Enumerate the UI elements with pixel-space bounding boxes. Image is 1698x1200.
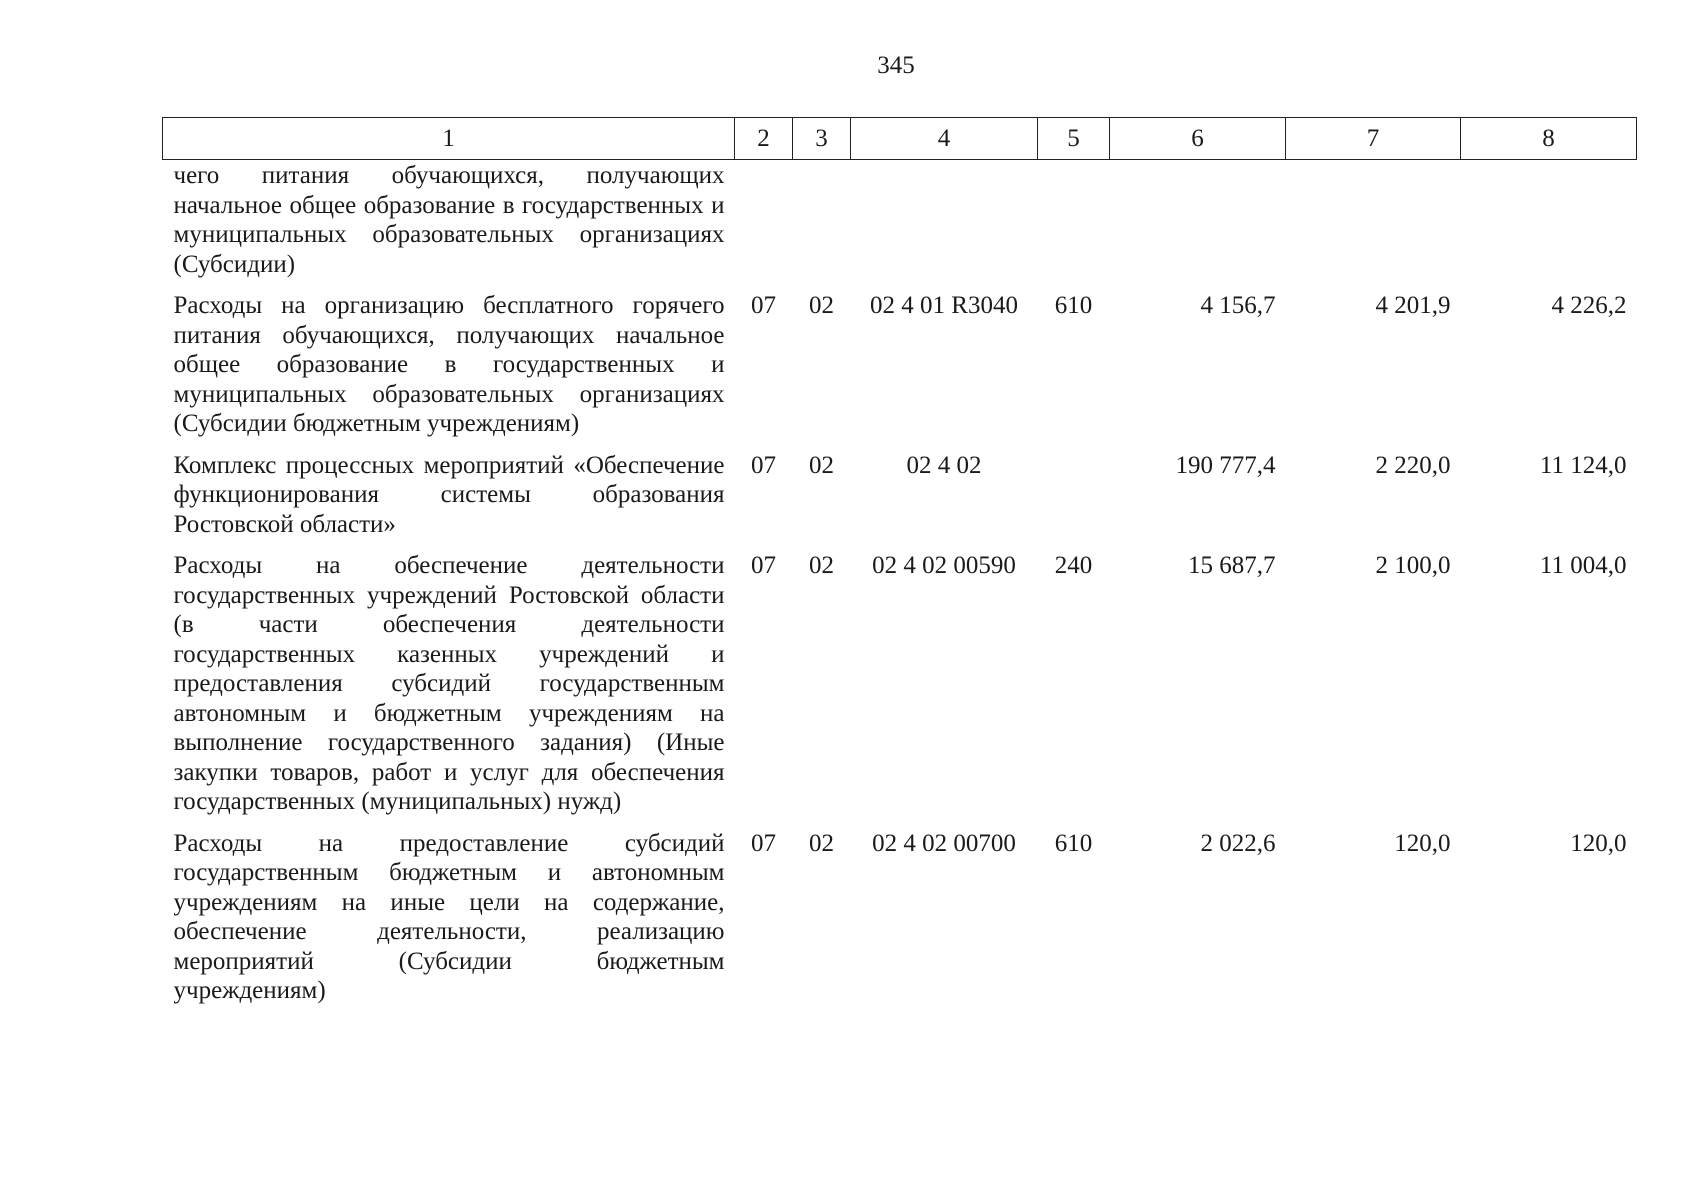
row-target-article: 02 4 02 00700 bbox=[872, 829, 1016, 857]
row-sum-2: 4 201,9 bbox=[1375, 292, 1451, 319]
table-row bbox=[163, 291, 1637, 451]
row-target-article: 02 4 02 00590 bbox=[872, 552, 1016, 579]
row-expense-type: 610 bbox=[1054, 829, 1093, 857]
column-number-header: 1 bbox=[163, 118, 735, 160]
row-target-article bbox=[851, 160, 1038, 292]
row-sum-3: 120,0 bbox=[1570, 829, 1627, 857]
row-expense-type: 610 bbox=[1054, 292, 1093, 319]
column-number-header: 3 bbox=[793, 118, 851, 160]
row-subsection: 02 bbox=[809, 451, 834, 479]
column-number-header-row bbox=[163, 118, 1637, 160]
row-description: Расходы на обеспечение деятельности государственных учреждений Ростовской области (в части обеспечения деятельности государственных казенных учреждений и предоставления субсидий государственным автономным и бюджетным учреждениям на выполнение государственного задания) (Иные закупки товаров, работ и услуг для обеспечения государственных (муниципальных) нужд) bbox=[173, 552, 725, 815]
row-sum-2: 2 100,0 bbox=[1375, 552, 1451, 579]
row-sum-3: 11 004,0 bbox=[1539, 552, 1627, 579]
row-subsection bbox=[793, 160, 851, 292]
row-sum-2: 120,0 bbox=[1394, 829, 1451, 857]
row-section: 07 bbox=[751, 829, 776, 857]
row-target-article: 02 4 02 bbox=[906, 451, 982, 479]
row-section: 07 bbox=[751, 451, 776, 479]
row-section: 07 bbox=[751, 552, 776, 579]
column-number-header: 6 bbox=[1110, 118, 1286, 160]
row-expense-type: 240 bbox=[1054, 552, 1093, 579]
table-row bbox=[163, 551, 1637, 829]
row-sum-1: 4 156,7 bbox=[1200, 292, 1276, 319]
row-sum-1: 190 777,4 bbox=[1175, 451, 1276, 479]
budget-table bbox=[162, 117, 1637, 1018]
row-subsection: 02 bbox=[809, 552, 834, 579]
column-number-header: 4 bbox=[851, 118, 1038, 160]
row-subsection: 02 bbox=[809, 292, 834, 319]
row-description: чего питания обучающихся, получающих начальное общее образование в государственных и муниципальных образовательных организациях (Субсидии) bbox=[173, 162, 725, 278]
row-description: Расходы на организацию бесплатного горячего питания обучающихся, получающих начальное общее образование в государственных и муниципальных образовательных организациях (Субсидии бюджетным учреждениям) bbox=[173, 292, 725, 437]
row-expense-type bbox=[1038, 160, 1110, 292]
row-sum-3: 11 124,0 bbox=[1539, 451, 1627, 479]
table-row bbox=[163, 451, 1637, 552]
row-section bbox=[735, 160, 793, 292]
row-description: Расходы на предоставление субсидий государственным бюджетным и автономным учреждениям на иные цели на содержание, обеспечение деятельности, реализацию мероприятий (Субсидии бюджетным учреждениям) bbox=[173, 829, 725, 1004]
table-row bbox=[163, 160, 1637, 292]
column-number-header: 8 bbox=[1461, 118, 1637, 160]
row-sum-1 bbox=[1110, 160, 1286, 292]
page-number: 345 bbox=[877, 52, 915, 79]
row-sum-3 bbox=[1461, 160, 1637, 292]
column-number-header: 2 bbox=[735, 118, 793, 160]
row-subsection: 02 bbox=[809, 829, 834, 857]
row-target-article: 02 4 01 R3040 bbox=[870, 292, 1018, 319]
column-number-header: 7 bbox=[1286, 118, 1461, 160]
row-sum-3: 4 226,2 bbox=[1551, 292, 1627, 319]
row-sum-2 bbox=[1286, 160, 1461, 292]
row-sum-2: 2 220,0 bbox=[1375, 451, 1451, 479]
row-section: 07 bbox=[751, 292, 776, 319]
row-sum-1: 15 687,7 bbox=[1188, 552, 1276, 579]
column-number-header: 5 bbox=[1038, 118, 1110, 160]
row-sum-1: 2 022,6 bbox=[1200, 829, 1276, 857]
table-row bbox=[163, 829, 1637, 1018]
row-expense-type bbox=[1038, 451, 1110, 552]
row-description: Комплекс процессных мероприятий «Обеспечение функционирования системы образования Ростовской области» bbox=[173, 451, 725, 538]
